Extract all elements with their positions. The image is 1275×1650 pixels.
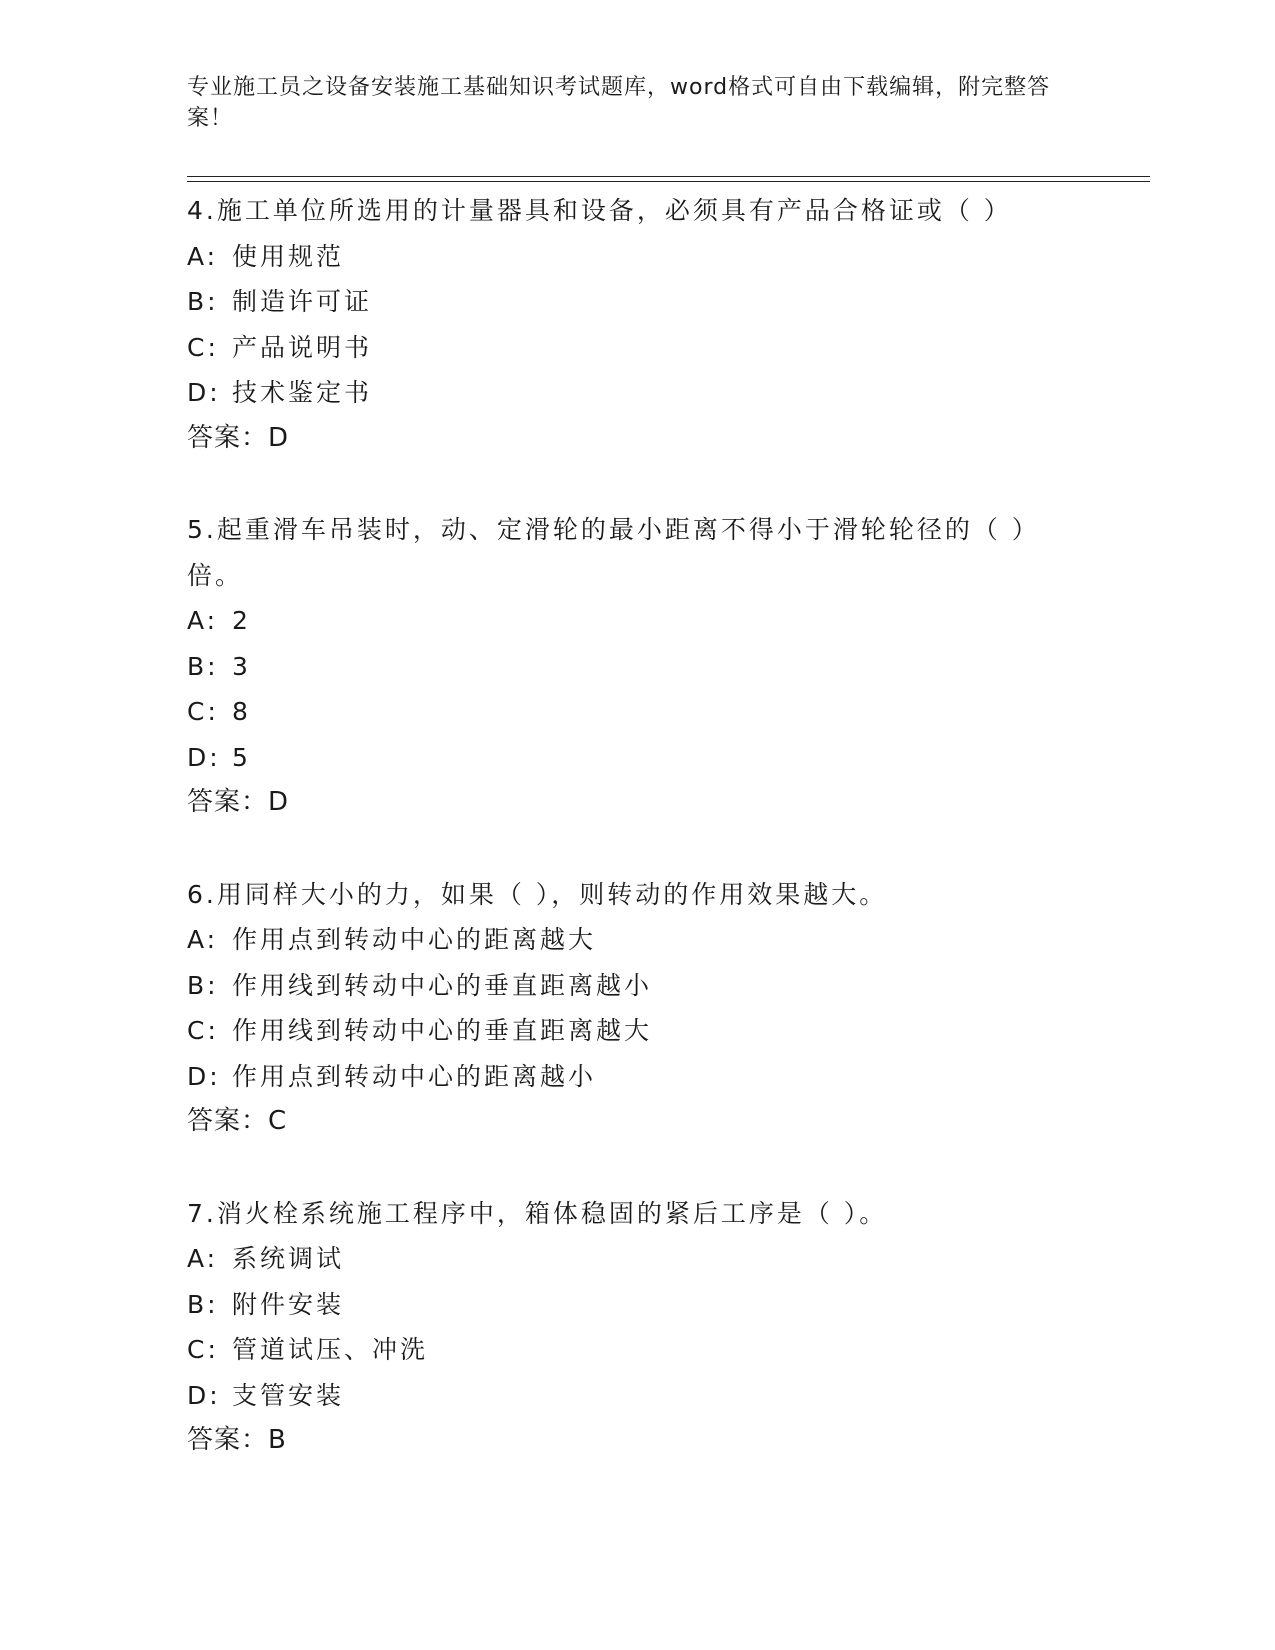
answer-line: 答案：D xyxy=(187,787,290,817)
question-6 xyxy=(187,872,1087,1145)
answer-line: 答案：D xyxy=(187,422,290,453)
option-d xyxy=(187,1373,1087,1419)
option-letter: B: xyxy=(187,651,219,681)
option-text: 管道试压、冲洗 xyxy=(232,1335,429,1364)
option-a xyxy=(187,1236,1087,1282)
option-letter: C: xyxy=(187,1016,219,1045)
option-d xyxy=(187,735,1087,781)
option-text: 技术鉴定书 xyxy=(232,378,373,407)
option-text: 产品说明书 xyxy=(232,332,373,362)
option-b xyxy=(187,279,1087,325)
option-text: 8 xyxy=(232,697,251,726)
option-text: 作用点到转动中心的距离越大 xyxy=(232,925,597,954)
question-5 xyxy=(187,507,1087,826)
question-4 xyxy=(187,188,1087,461)
option-d xyxy=(187,370,1087,416)
question-stem: 6.用同样大小的力，如果（ ），则转动的作用效果越大。 xyxy=(187,879,888,909)
question-7 xyxy=(187,1191,1087,1464)
answer-line: 答案：C xyxy=(187,1106,288,1136)
option-text: 制造许可证 xyxy=(232,287,373,316)
option-letter: C: xyxy=(187,332,219,362)
option-letter: A: xyxy=(187,925,219,954)
option-b xyxy=(187,1282,1087,1328)
option-c xyxy=(187,689,1087,735)
header-divider-bottom xyxy=(187,181,1150,182)
option-text: 支管安装 xyxy=(232,1380,345,1410)
option-letter: A: xyxy=(187,606,219,635)
option-a xyxy=(187,598,1087,644)
document-header: 专业施工员之设备安装施工基础知识考试题库，word格式可自由下载编辑，附完整答案！ xyxy=(187,75,1051,131)
option-letter: C: xyxy=(187,1335,219,1364)
option-c xyxy=(187,1327,1087,1373)
option-letter: D: xyxy=(187,742,221,772)
option-letter: A: xyxy=(187,241,219,271)
option-c xyxy=(187,325,1087,371)
question-stem: 4.施工单位所选用的计量器具和设备，必须具有产品合格证或（ ） xyxy=(187,196,1012,225)
option-text: 使用规范 xyxy=(232,241,345,271)
option-text: 系统调试 xyxy=(232,1244,345,1273)
option-text: 5 xyxy=(232,742,251,772)
header-divider-top xyxy=(187,176,1150,177)
question-stem-continued: 倍。 xyxy=(187,560,244,590)
option-letter: D: xyxy=(187,378,221,407)
option-c xyxy=(187,1008,1087,1054)
option-text: 作用线到转动中心的垂直距离越小 xyxy=(232,970,653,1000)
option-text: 附件安装 xyxy=(232,1289,345,1319)
option-b xyxy=(187,644,1087,690)
option-b xyxy=(187,963,1087,1009)
option-letter: C: xyxy=(187,697,219,726)
question-stem: 5.起重滑车吊装时，动、定滑轮的最小距离不得小于滑轮轮径的（ ） xyxy=(187,515,1040,544)
option-text: 2 xyxy=(232,606,251,635)
option-letter: B: xyxy=(187,970,219,1000)
option-letter: B: xyxy=(187,1289,219,1319)
option-letter: D: xyxy=(187,1061,221,1091)
option-d xyxy=(187,1054,1087,1100)
option-letter: B: xyxy=(187,287,219,316)
option-a xyxy=(187,917,1087,963)
option-letter: D: xyxy=(187,1380,221,1410)
question-list xyxy=(187,188,1087,1510)
option-a xyxy=(187,234,1087,280)
option-letter: A: xyxy=(187,1244,219,1273)
option-text: 作用点到转动中心的距离越小 xyxy=(232,1061,597,1091)
question-stem: 7.消火栓系统施工程序中，箱体稳固的紧后工序是（ ）。 xyxy=(187,1198,888,1228)
option-text: 3 xyxy=(232,651,251,681)
option-text: 作用线到转动中心的垂直距离越大 xyxy=(232,1016,653,1045)
answer-line: 答案：B xyxy=(187,1425,287,1455)
